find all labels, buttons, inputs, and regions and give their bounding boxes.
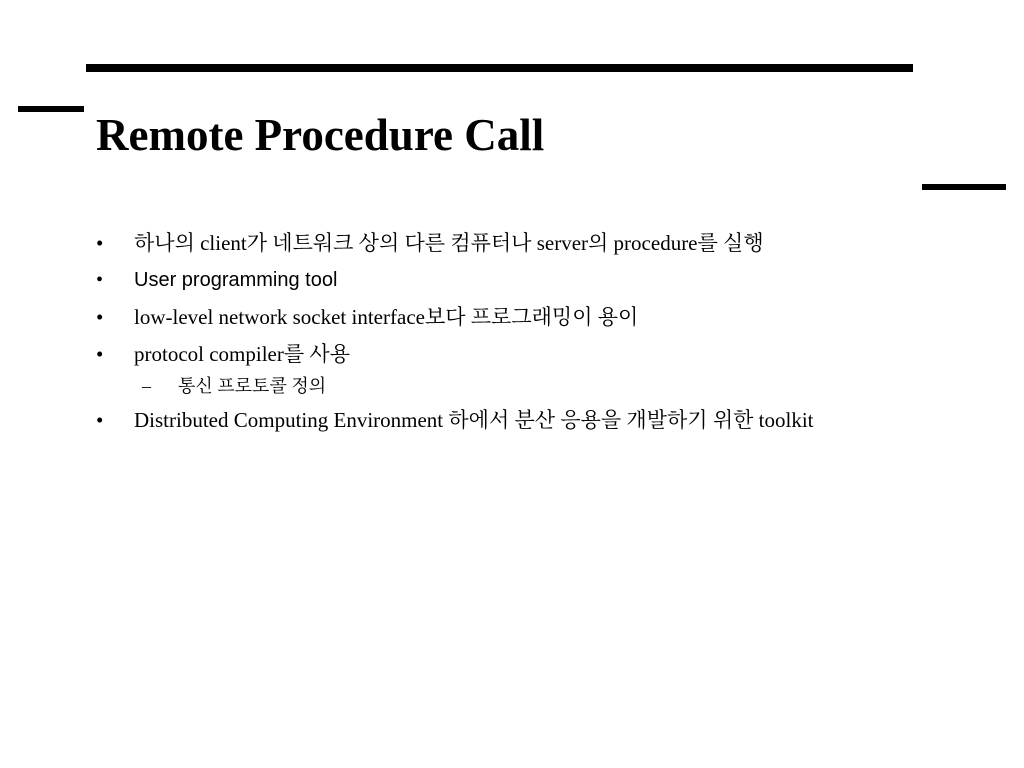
bullet-item xyxy=(96,228,911,259)
bullet-text: low-level network socket interface보다 프로그래밍이 용이 xyxy=(134,305,639,329)
bullet-marker: • xyxy=(96,231,104,255)
top-rule xyxy=(86,64,913,72)
sub-bullet-marker: – xyxy=(142,376,151,396)
bullet-item xyxy=(96,405,911,436)
slide-title: Remote Procedure Call xyxy=(96,110,545,160)
bullet-marker: • xyxy=(96,408,104,432)
bullet-marker: • xyxy=(96,269,104,291)
bullet-item xyxy=(96,339,911,370)
bullet-list xyxy=(96,228,911,442)
sub-bullet-item xyxy=(96,373,911,399)
bullet-marker: • xyxy=(96,305,104,329)
bullet-text: User programming tool xyxy=(134,269,338,291)
bullet-item xyxy=(96,302,911,333)
bullet-text: 하나의 client가 네트워크 상의 다른 컴퓨터나 server의 procedure를 실행 xyxy=(134,231,764,255)
bullet-marker: • xyxy=(96,342,104,366)
right-accent-rule xyxy=(922,184,1006,190)
left-accent-rule xyxy=(18,106,84,112)
sub-bullet-text: 통신 프로토콜 정의 xyxy=(178,376,327,396)
bullet-item xyxy=(96,265,911,296)
bullet-text: protocol compiler를 사용 xyxy=(134,342,350,366)
bullet-text: Distributed Computing Environment 하에서 분산 응용을 개발하기 위한 toolkit xyxy=(134,408,814,432)
